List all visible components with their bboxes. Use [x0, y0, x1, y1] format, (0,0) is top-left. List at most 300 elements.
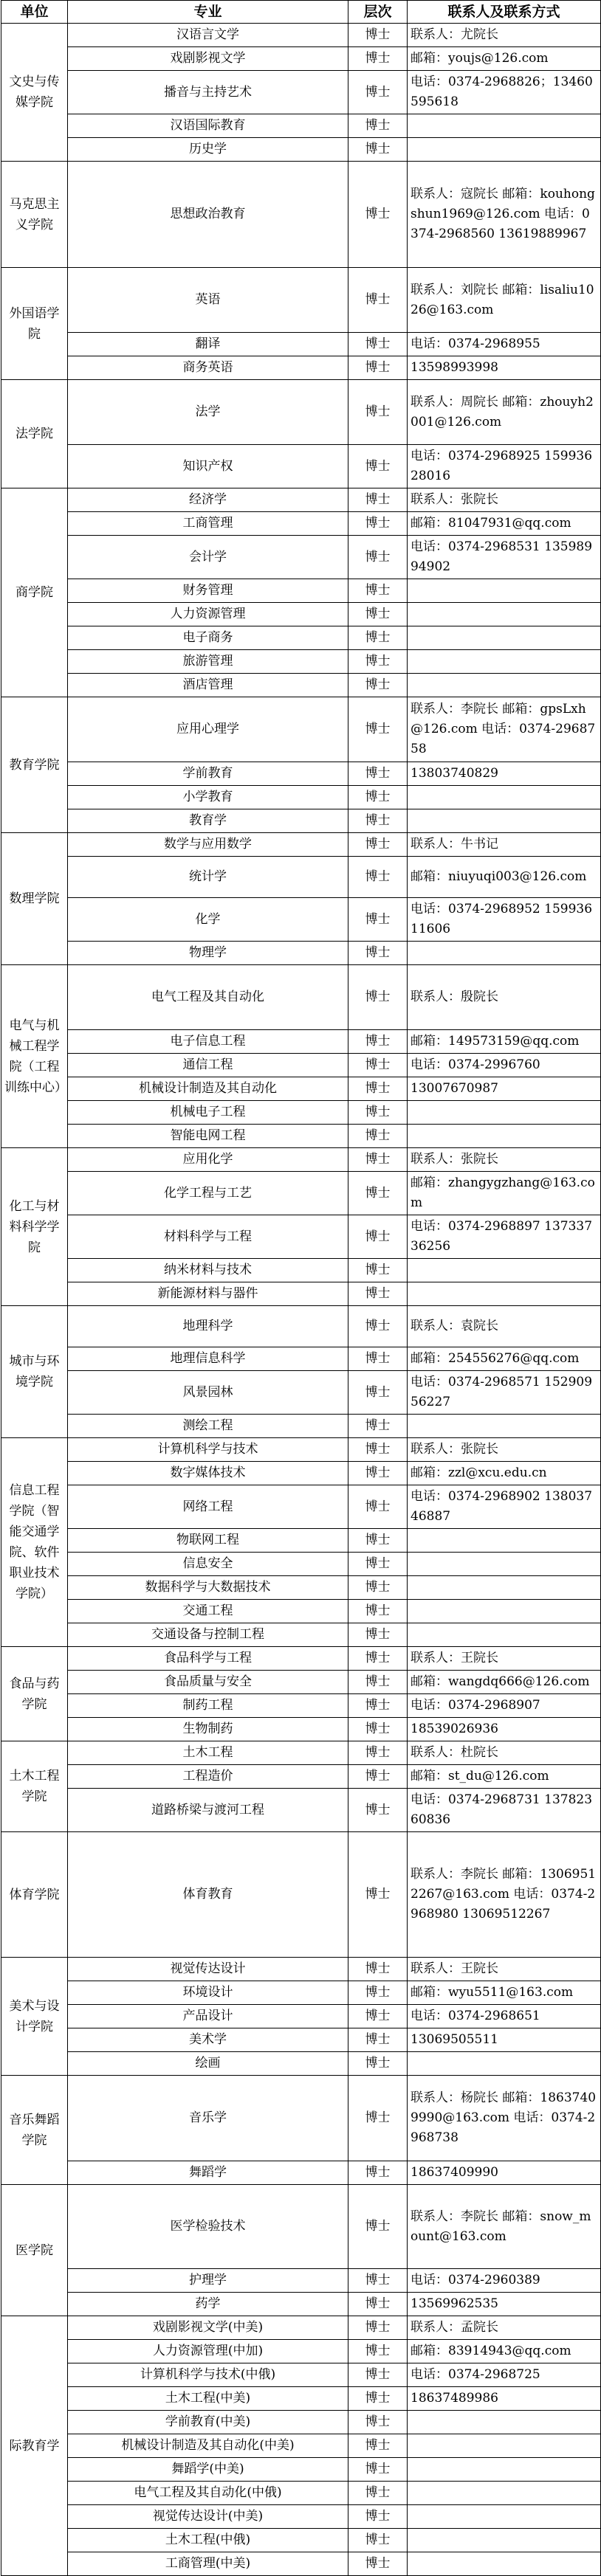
table-row [1, 809, 601, 833]
level-cell: 博士 [348, 2458, 408, 2482]
table-row [1, 114, 601, 138]
major-cell: 知识产权 [68, 445, 348, 488]
major-cell: 交通设备与控制工程 [68, 1623, 348, 1647]
table-row [1, 2387, 601, 2411]
table-row [1, 942, 601, 965]
major-cell: 环境设计 [68, 1981, 348, 2005]
table-row [1, 1485, 601, 1529]
level-cell: 博士 [348, 603, 408, 626]
major-cell: 体育教育 [68, 1832, 348, 1958]
major-cell: 产品设计 [68, 2005, 348, 2028]
table-row [1, 626, 601, 650]
level-cell: 博士 [348, 1148, 408, 1172]
table-row [1, 603, 601, 626]
table-row [1, 24, 601, 47]
level-cell: 博士 [348, 833, 408, 857]
table-body [1, 24, 601, 2576]
table-row [1, 2482, 601, 2505]
contact-cell: 邮箱：81047931@qq.com [408, 512, 601, 536]
major-cell: 汉语言文学 [68, 24, 348, 47]
major-cell: 化学工程与工艺 [68, 1172, 348, 1215]
contact-cell [408, 2552, 601, 2576]
level-cell: 博士 [348, 1101, 408, 1125]
level-cell: 博士 [348, 2005, 408, 2028]
contact-cell [408, 579, 601, 603]
major-cell: 商务英语 [68, 356, 348, 380]
unit-cell: 土木工程学院 [1, 1741, 68, 1832]
table-row [1, 1215, 601, 1259]
table-row [1, 1030, 601, 1054]
major-cell: 视觉传达设计 [68, 1958, 348, 1981]
level-cell: 博士 [348, 2293, 408, 2316]
contact-cell: 邮箱：youjs@126.com [408, 47, 601, 71]
level-cell: 博士 [348, 2076, 408, 2161]
contact-cell: 18539026936 [408, 1718, 601, 1741]
contact-cell: 联系人：牛书记 [408, 833, 601, 857]
contact-cell: 电话：0374-2968955 [408, 333, 601, 356]
contact-cell: 电话：0374-2996760 [408, 1054, 601, 1077]
level-cell: 博士 [348, 380, 408, 445]
level-cell: 博士 [348, 650, 408, 674]
level-cell: 博士 [348, 2028, 408, 2052]
table-row [1, 1259, 601, 1282]
major-cell: 化学 [68, 898, 348, 942]
contact-cell [408, 1623, 601, 1647]
major-cell: 工商管理 [68, 512, 348, 536]
contact-cell: 联系人：张院长 [408, 1148, 601, 1172]
major-cell: 财务管理 [68, 579, 348, 603]
contact-cell: 邮箱：83914943@qq.com [408, 2340, 601, 2363]
table-row [1, 1600, 601, 1623]
contact-cell [408, 809, 601, 833]
table-row [1, 488, 601, 512]
contact-cell: 电话：0374-2968531 13598994902 [408, 536, 601, 579]
contact-cell: 13007670987 [408, 1077, 601, 1101]
table-row [1, 2505, 601, 2529]
level-cell: 博士 [348, 47, 408, 71]
unit-cell: 化工与材料科学学院 [1, 1148, 68, 1306]
table-row [1, 1054, 601, 1077]
major-cell: 电子信息工程 [68, 1030, 348, 1054]
major-cell: 食品质量与安全 [68, 1671, 348, 1694]
level-cell: 博士 [348, 2505, 408, 2529]
level-cell: 博士 [348, 268, 408, 333]
level-cell: 博士 [348, 579, 408, 603]
table-row [1, 333, 601, 356]
major-cell: 地理科学 [68, 1306, 348, 1347]
table-row [1, 1671, 601, 1694]
header-row [1, 1, 601, 24]
major-cell: 通信工程 [68, 1054, 348, 1077]
contact-cell: 电话：0374-2968897 13733736256 [408, 1215, 601, 1259]
major-cell: 土木工程(中俄) [68, 2529, 348, 2552]
level-cell: 博士 [348, 2269, 408, 2293]
table-row [1, 2552, 601, 2576]
major-cell: 土木工程 [68, 1741, 348, 1765]
table-row [1, 1623, 601, 1647]
contact-cell: 邮箱：wyu5511@163.com [408, 1981, 601, 2005]
contact-cell [408, 1282, 601, 1306]
major-cell: 数学与应用数学 [68, 833, 348, 857]
major-cell: 电子商务 [68, 626, 348, 650]
table-row [1, 1148, 601, 1172]
level-cell: 博士 [348, 2161, 408, 2185]
major-cell: 法学 [68, 380, 348, 445]
contact-cell: 联系人：李院长 邮箱：gpsLxh@126.com 电话：0374-2968758 [408, 697, 601, 762]
major-cell: 英语 [68, 268, 348, 333]
unit-cell: 音乐舞蹈学院 [1, 2076, 68, 2185]
major-cell: 网络工程 [68, 1485, 348, 1529]
contact-cell: 联系人：寇院长 邮箱：kouhongshun1969@126.com 电话：0374-2968560 13619889967 [408, 162, 601, 268]
table-row [1, 898, 601, 942]
header-unit: 单位 [1, 1, 68, 24]
level-cell: 博士 [348, 1765, 408, 1789]
table-row [1, 1958, 601, 1981]
level-cell: 博士 [348, 1647, 408, 1671]
unit-cell: 外国语学院 [1, 268, 68, 380]
contact-cell [408, 138, 601, 162]
contact-cell: 邮箱：st_du@126.com [408, 1765, 601, 1789]
contact-cell: 电话：0374-2968826；13460595618 [408, 71, 601, 114]
table-row [1, 1282, 601, 1306]
contact-cell [408, 114, 601, 138]
level-cell: 博士 [348, 2529, 408, 2552]
table-row [1, 268, 601, 333]
major-cell: 学前教育(中美) [68, 2411, 348, 2434]
level-cell: 博士 [348, 2052, 408, 2076]
contact-cell: 电话：0374-2968571 15290956227 [408, 1371, 601, 1415]
level-cell: 博士 [348, 2363, 408, 2387]
level-cell: 博士 [348, 1215, 408, 1259]
level-cell: 博士 [348, 1077, 408, 1101]
contact-cell: 联系人：杨院长 邮箱：18637409990@163.com 电话：0374-2968738 [408, 2076, 601, 2161]
level-cell: 博士 [348, 445, 408, 488]
unit-cell: 食品与药学院 [1, 1647, 68, 1741]
major-cell: 汉语国际教育 [68, 114, 348, 138]
table-row [1, 650, 601, 674]
level-cell: 博士 [348, 1671, 408, 1694]
unit-cell: 城市与环境学院 [1, 1306, 68, 1438]
major-cell: 戏剧影视文学(中美) [68, 2316, 348, 2340]
major-cell: 地理信息科学 [68, 1347, 348, 1371]
major-cell: 舞蹈学 [68, 2161, 348, 2185]
contact-cell: 联系人：周院长 邮箱：zhouyh2001@126.com [408, 380, 601, 445]
table-row [1, 1529, 601, 1553]
table-row [1, 1647, 601, 1671]
level-cell: 博士 [348, 138, 408, 162]
major-cell: 应用化学 [68, 1148, 348, 1172]
major-cell: 信息安全 [68, 1553, 348, 1576]
table-row [1, 2185, 601, 2269]
level-cell: 博士 [348, 1415, 408, 1438]
table-row [1, 762, 601, 786]
table-row [1, 1077, 601, 1101]
major-cell: 新能源材料与器件 [68, 1282, 348, 1306]
major-cell: 工商管理(中美) [68, 2552, 348, 2576]
contact-cell [408, 2434, 601, 2458]
major-cell: 交通工程 [68, 1600, 348, 1623]
table-row [1, 47, 601, 71]
table-row [1, 380, 601, 445]
unit-cell: 商学院 [1, 488, 68, 697]
major-cell: 测绘工程 [68, 1415, 348, 1438]
table-row [1, 2340, 601, 2363]
level-cell: 博士 [348, 356, 408, 380]
table-row [1, 697, 601, 762]
table-row [1, 1981, 601, 2005]
major-cell: 材料科学与工程 [68, 1215, 348, 1259]
unit-cell: 美术与设计学院 [1, 1958, 68, 2076]
contact-cell: 联系人：袁院长 [408, 1306, 601, 1347]
major-cell: 舞蹈学(中美) [68, 2458, 348, 2482]
table-row [1, 1371, 601, 1415]
unit-cell: 电气与机械工程学院（工程训练中心） [1, 965, 68, 1148]
level-cell: 博士 [348, 1981, 408, 2005]
level-cell: 博士 [348, 786, 408, 809]
major-cell: 食品科学与工程 [68, 1647, 348, 1671]
level-cell: 博士 [348, 1576, 408, 1600]
table-row [1, 1172, 601, 1215]
unit-cell: 际教育学 [1, 2316, 68, 2576]
major-cell: 经济学 [68, 488, 348, 512]
table-row [1, 1718, 601, 1741]
table-row [1, 786, 601, 809]
level-cell: 博士 [348, 674, 408, 697]
contact-cell: 邮箱：zzl@xcu.edu.cn [408, 1462, 601, 1485]
table-row [1, 1789, 601, 1832]
level-cell: 博士 [348, 857, 408, 898]
major-cell: 教育学 [68, 809, 348, 833]
table-row [1, 2005, 601, 2028]
level-cell: 博士 [348, 942, 408, 965]
contact-cell: 邮箱：149573159@qq.com [408, 1030, 601, 1054]
table-row [1, 1741, 601, 1765]
major-cell: 机械设计制造及其自动化 [68, 1077, 348, 1101]
unit-cell: 教育学院 [1, 697, 68, 833]
unit-cell: 信息工程学院（智能交通学院、软件职业技术学院） [1, 1438, 68, 1647]
major-cell: 音乐学 [68, 2076, 348, 2161]
major-cell: 智能电网工程 [68, 1125, 348, 1148]
level-cell: 博士 [348, 1832, 408, 1958]
level-cell: 博士 [348, 1718, 408, 1741]
contact-cell [408, 2458, 601, 2482]
level-cell: 博士 [348, 2434, 408, 2458]
major-cell: 酒店管理 [68, 674, 348, 697]
level-cell: 博士 [348, 24, 408, 47]
contact-cell: 邮箱：zhangygzhang@163.com [408, 1172, 601, 1215]
contact-cell: 联系人：尤院长 [408, 24, 601, 47]
contact-cell: 电话：0374-2968925 15993628016 [408, 445, 601, 488]
level-cell: 博士 [348, 512, 408, 536]
contact-cell [408, 1529, 601, 1553]
major-cell: 护理学 [68, 2269, 348, 2293]
level-cell: 博士 [348, 1125, 408, 1148]
contact-cell [408, 1259, 601, 1282]
major-cell: 土木工程(中美) [68, 2387, 348, 2411]
contact-cell: 联系人：李院长 邮箱：13069512267@163.com 电话：0374-2968980 13069512267 [408, 1832, 601, 1958]
contact-cell: 13803740829 [408, 762, 601, 786]
level-cell: 博士 [348, 809, 408, 833]
major-cell: 生物制药 [68, 1718, 348, 1741]
major-cell: 工程造价 [68, 1765, 348, 1789]
table-row [1, 674, 601, 697]
major-cell: 数字媒体技术 [68, 1462, 348, 1485]
contact-cell: 邮箱：wangdq666@126.com [408, 1671, 601, 1694]
table-row [1, 1576, 601, 1600]
table-row [1, 1832, 601, 1958]
major-cell: 思想政治教育 [68, 162, 348, 268]
major-cell: 应用心理学 [68, 697, 348, 762]
level-cell: 博士 [348, 2552, 408, 2576]
level-cell: 博士 [348, 2411, 408, 2434]
major-cell: 旅游管理 [68, 650, 348, 674]
contact-cell: 联系人：刘院长 邮箱：lisaliu1026@163.com [408, 268, 601, 333]
major-cell: 绘画 [68, 2052, 348, 2076]
contact-cell [408, 2411, 601, 2434]
level-cell: 博士 [348, 1054, 408, 1077]
level-cell: 博士 [348, 1306, 408, 1347]
level-cell: 博士 [348, 1741, 408, 1765]
contact-cell [408, 650, 601, 674]
table-row [1, 536, 601, 579]
table-row [1, 1347, 601, 1371]
level-cell: 博士 [348, 2340, 408, 2363]
major-cell: 播音与主持艺术 [68, 71, 348, 114]
unit-cell: 数理学院 [1, 833, 68, 965]
level-cell: 博士 [348, 1553, 408, 1576]
unit-cell: 法学院 [1, 380, 68, 488]
major-cell: 机械设计制造及其自动化(中美) [68, 2434, 348, 2458]
contact-cell [408, 2529, 601, 2552]
level-cell: 博士 [348, 1600, 408, 1623]
table-row [1, 2161, 601, 2185]
level-cell: 博士 [348, 762, 408, 786]
major-cell: 纳米材料与技术 [68, 1259, 348, 1282]
table-row [1, 2363, 601, 2387]
level-cell: 博士 [348, 1462, 408, 1485]
contact-cell: 18637489986 [408, 2387, 601, 2411]
table-row [1, 138, 601, 162]
level-cell: 博士 [348, 1958, 408, 1981]
contact-cell [408, 2482, 601, 2505]
table-row [1, 2028, 601, 2052]
contact-cell: 邮箱：niuyuqi003@126.com [408, 857, 601, 898]
major-cell: 美术学 [68, 2028, 348, 2052]
contact-cell [408, 2505, 601, 2529]
major-cell: 统计学 [68, 857, 348, 898]
table-row [1, 1438, 601, 1462]
table-row [1, 445, 601, 488]
table-row [1, 833, 601, 857]
contact-cell: 联系人：杜院长 [408, 1741, 601, 1765]
level-cell: 博士 [348, 1529, 408, 1553]
contact-cell [408, 2052, 601, 2076]
major-cell: 数据科学与大数据技术 [68, 1576, 348, 1600]
major-cell: 计算机科学与技术(中俄) [68, 2363, 348, 2387]
contact-cell: 电话：0374-2960389 [408, 2269, 601, 2293]
contact-cell [408, 1415, 601, 1438]
level-cell: 博士 [348, 1347, 408, 1371]
major-cell: 人力资源管理 [68, 603, 348, 626]
contact-cell: 18637409990 [408, 2161, 601, 2185]
table-row [1, 1306, 601, 1347]
table-row [1, 512, 601, 536]
table-row [1, 1415, 601, 1438]
table-row [1, 162, 601, 268]
contact-cell [408, 1553, 601, 1576]
major-cell: 人力资源管理(中加) [68, 2340, 348, 2363]
contact-cell [408, 786, 601, 809]
level-cell: 博士 [348, 333, 408, 356]
level-cell: 博士 [348, 71, 408, 114]
unit-cell: 体育学院 [1, 1832, 68, 1958]
contact-cell: 邮箱：254556276@qq.com [408, 1347, 601, 1371]
level-cell: 博士 [348, 1282, 408, 1306]
level-cell: 博士 [348, 114, 408, 138]
recruitment-table [1, 0, 601, 2576]
contact-cell [408, 1576, 601, 1600]
table-row [1, 2269, 601, 2293]
level-cell: 博士 [348, 2482, 408, 2505]
major-cell: 会计学 [68, 536, 348, 579]
table-row [1, 2293, 601, 2316]
level-cell: 博士 [348, 965, 408, 1030]
contact-cell [408, 1600, 601, 1623]
contact-cell: 联系人：张院长 [408, 488, 601, 512]
contact-cell [408, 1101, 601, 1125]
level-cell: 博士 [348, 1030, 408, 1054]
level-cell: 博士 [348, 536, 408, 579]
contact-cell [408, 1125, 601, 1148]
contact-cell: 13598993998 [408, 356, 601, 380]
contact-cell: 联系人：孟院长 [408, 2316, 601, 2340]
contact-cell: 联系人：张院长 [408, 1438, 601, 1462]
table-row [1, 71, 601, 114]
level-cell: 博士 [348, 1371, 408, 1415]
contact-cell: 电话：0374-2968907 [408, 1694, 601, 1718]
major-cell: 物联网工程 [68, 1529, 348, 1553]
table-row [1, 2458, 601, 2482]
major-cell: 视觉传达设计(中美) [68, 2505, 348, 2529]
major-cell: 电气工程及其自动化(中俄) [68, 2482, 348, 2505]
table-row [1, 2052, 601, 2076]
unit-cell: 马克思主义学院 [1, 162, 68, 268]
major-cell: 历史学 [68, 138, 348, 162]
contact-cell: 13569962535 [408, 2293, 601, 2316]
level-cell: 博士 [348, 626, 408, 650]
contact-cell: 联系人：王院长 [408, 1958, 601, 1981]
contact-cell: 电话：0374-2968731 13782360836 [408, 1789, 601, 1832]
level-cell: 博士 [348, 2316, 408, 2340]
table-row [1, 1765, 601, 1789]
major-cell: 翻译 [68, 333, 348, 356]
major-cell: 医学检验技术 [68, 2185, 348, 2269]
table-row [1, 965, 601, 1030]
major-cell: 电气工程及其自动化 [68, 965, 348, 1030]
major-cell: 道路桥梁与渡河工程 [68, 1789, 348, 1832]
table-row [1, 857, 601, 898]
level-cell: 博士 [348, 1694, 408, 1718]
level-cell: 博士 [348, 1172, 408, 1215]
unit-cell: 文史与传媒学院 [1, 24, 68, 162]
major-cell: 学前教育 [68, 762, 348, 786]
table-row [1, 2076, 601, 2161]
table-row [1, 2529, 601, 2552]
level-cell: 博士 [348, 898, 408, 942]
major-cell: 风景园林 [68, 1371, 348, 1415]
level-cell: 博士 [348, 2387, 408, 2411]
table-row [1, 579, 601, 603]
